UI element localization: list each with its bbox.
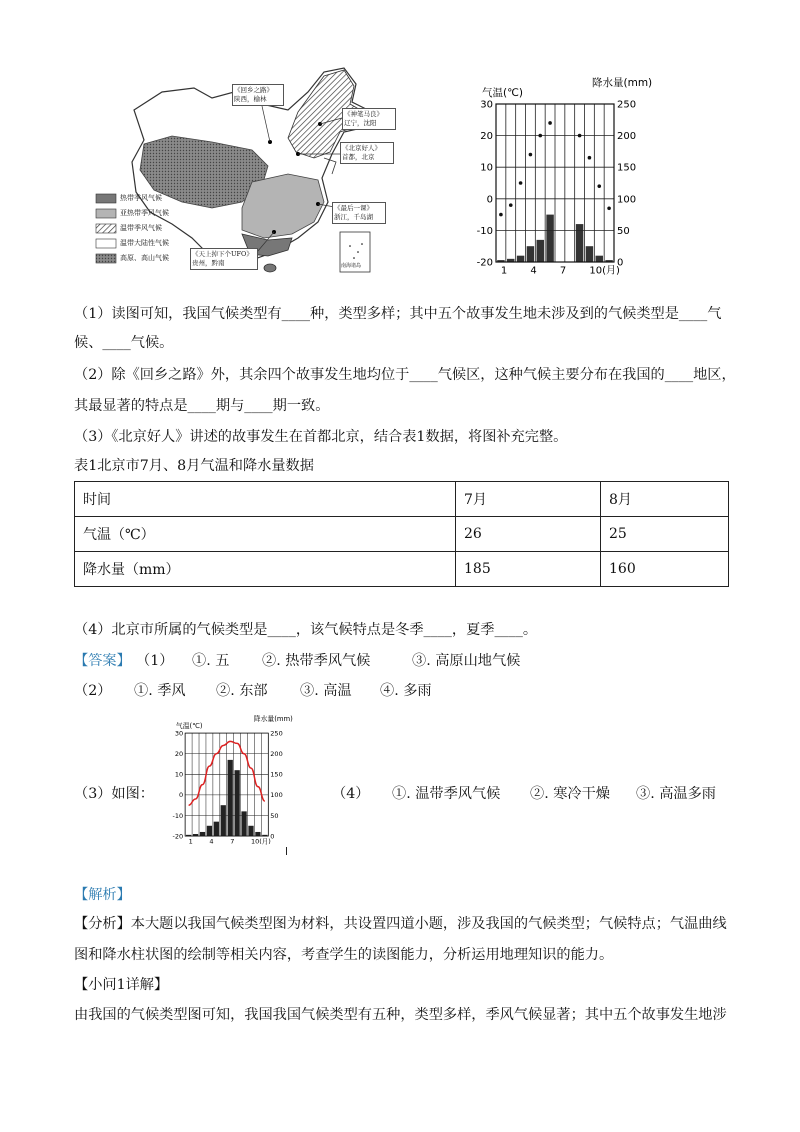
precipitation-bar [546,215,553,262]
legend-label: 热带季风气候 [120,194,162,202]
temp-tick-label: 10 [480,162,493,174]
x-tick-label: 7 [230,837,235,846]
climate-chart-1 [464,70,654,275]
x-tick-label: 10(月) [589,265,620,277]
answer-2-item: ②. 东部 [216,683,268,699]
table-row: 降水量（mm） 185 160 [75,552,729,587]
callout-box: 《神笔马良》 辽宁，沈阳 [342,108,396,130]
answer-tag: 【答案】 [74,653,131,669]
temperature-point [597,184,601,188]
question-3: （3）《北京好人》讲述的故事发生在首都北京，结合表1数据，将图补充完整。 [74,429,568,445]
callout-box: 《北京好人》 首都，北京 [340,142,394,164]
table-row: 气温（℃） 26 25 [75,517,729,552]
temperature-point [607,206,611,210]
temperature-point [519,181,523,185]
legend-label: 亚热带季风气候 [120,209,169,217]
answer-2-item: ①. 季风 [134,683,186,699]
temp-tick-label: 0 [179,791,184,800]
temperature-point [529,153,533,157]
precip-tick-label: 200 [617,131,637,143]
answer-4-item: ①. 温带季风气候 [392,786,501,802]
precip-tick-label: 150 [270,770,283,779]
answer-4-item: ③. 高温多雨 [636,786,716,802]
temperature-point [548,121,552,125]
temp-tick-label: -20 [172,832,184,841]
table-caption: 表1北京市7月、8月气温和降水量数据 [74,458,314,474]
precip-tick-label: 150 [617,162,637,174]
precip-tick-label: 0 [617,257,624,269]
x-tick-label: 10(月) [250,837,271,846]
precipitation-bar [221,805,226,836]
temperature-point [578,134,582,138]
y-axis-label-right: 降水量(mm) [592,77,653,89]
answer-1-item: ③. 高原山地气候 [412,653,521,669]
climate-chart-2 [168,712,293,846]
question-2-line-b: 其最显著的特点是____期与____期一致。 [74,398,330,414]
analysis-tag: 【解析】 [74,887,131,903]
answer-2-item: ③. 高温 [300,683,352,699]
climate-map [92,62,383,278]
callout-box: 《最后一课》 浙江，千岛湖 [332,202,386,224]
temp-tick-label: -20 [476,257,493,269]
precipitation-bar [527,246,534,262]
precip-tick-label: 250 [270,729,283,738]
temperature-point [499,213,503,217]
precip-tick-label: 100 [617,194,637,206]
y-axis-label-left: 气温(℃) [175,721,203,730]
precip-tick-label: 50 [270,811,279,820]
temp-tick-label: 0 [486,194,493,206]
answer-4-item: ②. 寒冷干燥 [530,786,610,802]
x-tick-label: 4 [530,265,537,277]
subquestion-1-text: 由我国的气候类型图可知，我国我国气候类型有五种，类型多样，季风气候显著；其中五个故事发生地涉 [74,1007,727,1023]
precipitation-bar [214,822,219,836]
temperature-point [588,156,592,160]
question-2-line-a: （2）除《回乡之路》外，其余四个故事发生地均位于____气候区，这种气候主要分布在我国的____地区， [74,367,736,383]
precipitation-bar [537,240,544,262]
fenxi-tag: 【分析】 [74,916,131,932]
precipitation-bar [596,256,603,262]
precip-tick-label: 200 [270,749,283,758]
precipitation-bar [586,246,593,262]
x-tick-label: 7 [559,265,567,277]
temp-tick-label: 10 [174,770,184,779]
callout-box: 《天上掉下个UFO》 贵州，黔南 [190,248,258,270]
answer-1-item: ①. 五 [192,653,230,669]
temp-tick-label: 30 [480,99,493,111]
answer-2-item: ④. 多雨 [380,683,432,699]
beijing-data-table [74,481,729,587]
x-tick-label: 4 [209,837,214,846]
precipitation-bar [517,256,524,262]
answer-2-num: （2） [74,683,112,699]
answer-1-item: ②. 热带季风气候 [262,653,371,669]
question-1-line-b: 候、____气候。 [74,335,174,351]
legend-label: 温带大陆性气候 [120,239,169,247]
temperature-point [509,203,513,207]
precip-tick-label: 0 [270,832,275,841]
hainan-island [264,264,276,272]
subquestion-1-tag: 【小问1详解】 [74,977,169,993]
legend-label: 高原、高山气候 [120,254,169,262]
precipitation-bar [235,770,240,836]
precipitation-bar [255,832,260,836]
precipitation-bar [207,826,212,836]
question-4: （4）北京市所属的气候类型是____，该气候特点是冬季____，夏季____。 [74,622,538,638]
temp-tick-label: -10 [476,225,493,237]
answer-3: （3）如图： [74,786,154,802]
x-tick-label: 1 [188,837,193,846]
precipitation-bar [576,224,583,262]
precipitation-bar [200,832,205,836]
temperature-point [538,134,542,138]
x-tick-label: 1 [500,265,508,277]
temp-tick-label: 20 [480,131,493,143]
temp-tick-label: 30 [174,729,184,738]
answer-1-num: （1） [136,653,174,669]
temp-tick-label: -10 [172,811,184,820]
precipitation-bar [228,760,233,836]
callout-box: 《回乡之路》 陕西，榆林 [232,84,284,106]
temp-tick-label: 20 [174,749,184,758]
y-axis-label-left: 气温(℃) [482,87,523,99]
question-1-line-a: （1）读图可知，我国气候类型有____种，类型多样；其中五个故事发生地未涉及到的气候类型是____气 [74,306,722,322]
cursor-mark [286,847,287,855]
y-axis-label-right: 降水量(mm) [253,715,293,724]
answer-4-num: （4） [332,786,370,802]
precip-tick-label: 100 [270,791,283,800]
legend-label: 温带季风气候 [120,224,162,232]
inset-label: 南海诸岛 [341,263,362,269]
table-row: 时间 7月 8月 [75,482,729,517]
precipitation-bar [248,826,253,836]
fenxi-text: 本大题以我国气候类型图为材料，共设置四道小题，涉及我国的气候类型；气候特点；气温曲线 [130,916,727,932]
precip-tick-label: 250 [617,99,637,111]
subtropical-region [242,174,324,238]
precipitation-bar [241,811,246,836]
precip-tick-label: 50 [617,225,630,237]
fenxi-text: 图和降水柱状图的绘制等相关内容，考查学生的读图能力，分析运用地理知识的能力。 [74,947,614,963]
